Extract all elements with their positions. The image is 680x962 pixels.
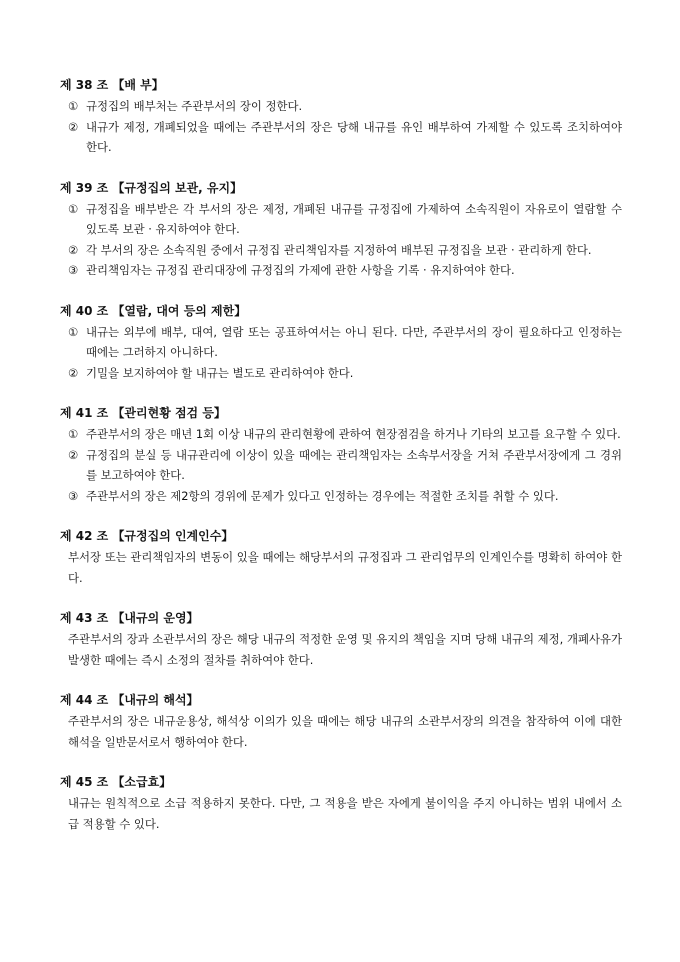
article-39 — [60, 179, 622, 281]
clause-text: 관리책임자는 규정집 관리대장에 규정집의 가제에 관한 사항을 기록 · 유지하여야 한다. — [86, 263, 515, 277]
clause-text: 각 부서의 장은 소속직원 중에서 규정집 관리책임자를 지정하여 배부된 규정집을 보관 · 관리하게 한다. — [86, 242, 592, 257]
article-paragraph: 내규는 원칙적으로 소급 적용하지 못한다. 다만, 그 적용을 받은 자에게 불이익을 주지 아니하는 범위 내에서 소급 적용할 수 있다. — [68, 796, 622, 831]
article-title: 제 39 조 【규정집의 보관, 유지】 — [60, 180, 243, 195]
clause-item — [60, 117, 622, 158]
article-title: 제 38 조 【배 부】 — [60, 78, 164, 92]
article-41 — [60, 404, 622, 506]
clause-item — [60, 424, 622, 445]
clause-text: 규정집을 배부받은 각 부서의 장은 제정, 개폐된 내규를 규정집에 가제하여 소속직원이 자유로이 열람할 수 있도록 보관 · 유지하여야 한다. — [86, 201, 622, 236]
clause-text: 주관부서의 장은 매년 1회 이상 내규의 관리현황에 관하여 현장점검을 하거나 기타의 보고를 요구할 수 있다. — [86, 427, 621, 441]
article-paragraph: 주관부서의 장은 내규운용상, 해석상 이의가 있을 때에는 해당 내규의 소관부서장의 의견을 참작하여 이에 대한 해석을 일반문서로서 행하여야 한다. — [68, 714, 622, 749]
clause-item — [60, 322, 622, 363]
clause-text: 내규가 제정, 개폐되었을 때에는 주관부서의 장은 당해 내규를 유인 배부하여 가제할 수 있도록 조치하여야 한다. — [86, 119, 622, 154]
clause-text: 내규는 외부에 배부, 대여, 열람 또는 공표하여서는 아니 된다. 다만, 주관부서의 장이 필요하다고 인정하는 때에는 그러하지 아니하다. — [86, 324, 622, 359]
clause-number: ② — [68, 242, 79, 257]
article-title: 제 40 조 【열람, 대여 등의 제한】 — [60, 303, 247, 318]
clause-number: ① — [68, 324, 79, 339]
clause-number: ① — [68, 201, 79, 216]
article-43 — [60, 609, 622, 670]
article-title: 제 44 조 【내규의 해석】 — [60, 693, 199, 707]
clause-text: 규정집의 배부처는 주관부서의 장이 정한다. — [86, 99, 303, 113]
article-paragraph: 주관부서의 장과 소관부서의 장은 해당 내규의 적정한 운영 및 유지의 책임을 지며 당해 내규의 제정, 개폐사유가 발생한 때에는 즉시 소정의 절차를 취하여야 한다. — [68, 632, 622, 667]
article-title: 제 42 조 【규정집의 인계인수】 — [60, 529, 234, 543]
article-paragraph: 부서장 또는 관리책임자의 변동이 있을 때에는 해당부서의 규정집과 그 관리업무의 인계인수를 명확히 하여야 한다. — [68, 550, 622, 585]
clause-text: 기밀을 보지하여야 할 내규는 별도로 관리하여야 한다. — [86, 365, 354, 380]
clause-number: ① — [68, 427, 79, 441]
clause-number: ② — [68, 447, 79, 462]
clause-item — [60, 445, 622, 486]
clause-number: ① — [68, 99, 79, 113]
clause-number: ② — [68, 119, 79, 134]
clause-text: 규정집의 분실 등 내규관리에 이상이 있을 때에는 관리책임자는 소속부서장을 거쳐 주관부서장에게 그 경위를 보고하여야 한다. — [86, 447, 622, 482]
clause-item — [60, 240, 622, 261]
clause-number: ③ — [68, 488, 79, 503]
clause-text: 주관부서의 장은 제2항의 경위에 문제가 있다고 인정하는 경우에는 적절한 조치를 취할 수 있다. — [86, 488, 559, 503]
article-42 — [60, 527, 622, 588]
clause-item — [60, 199, 622, 240]
clause-item — [60, 486, 622, 507]
clause-item — [60, 363, 622, 384]
article-title: 제 41 조 【관리현황 점검 등】 — [60, 406, 226, 420]
article-44 — [60, 691, 622, 752]
article-45 — [60, 773, 622, 834]
clause-item — [60, 96, 622, 117]
article-38 — [60, 76, 622, 158]
clause-number: ② — [68, 365, 79, 380]
article-title: 제 45 조 【소급효】 — [60, 775, 172, 789]
article-title: 제 43 조 【내규의 운영】 — [60, 611, 199, 625]
clause-item — [60, 260, 622, 281]
clause-number: ③ — [68, 263, 79, 277]
article-40 — [60, 302, 622, 384]
